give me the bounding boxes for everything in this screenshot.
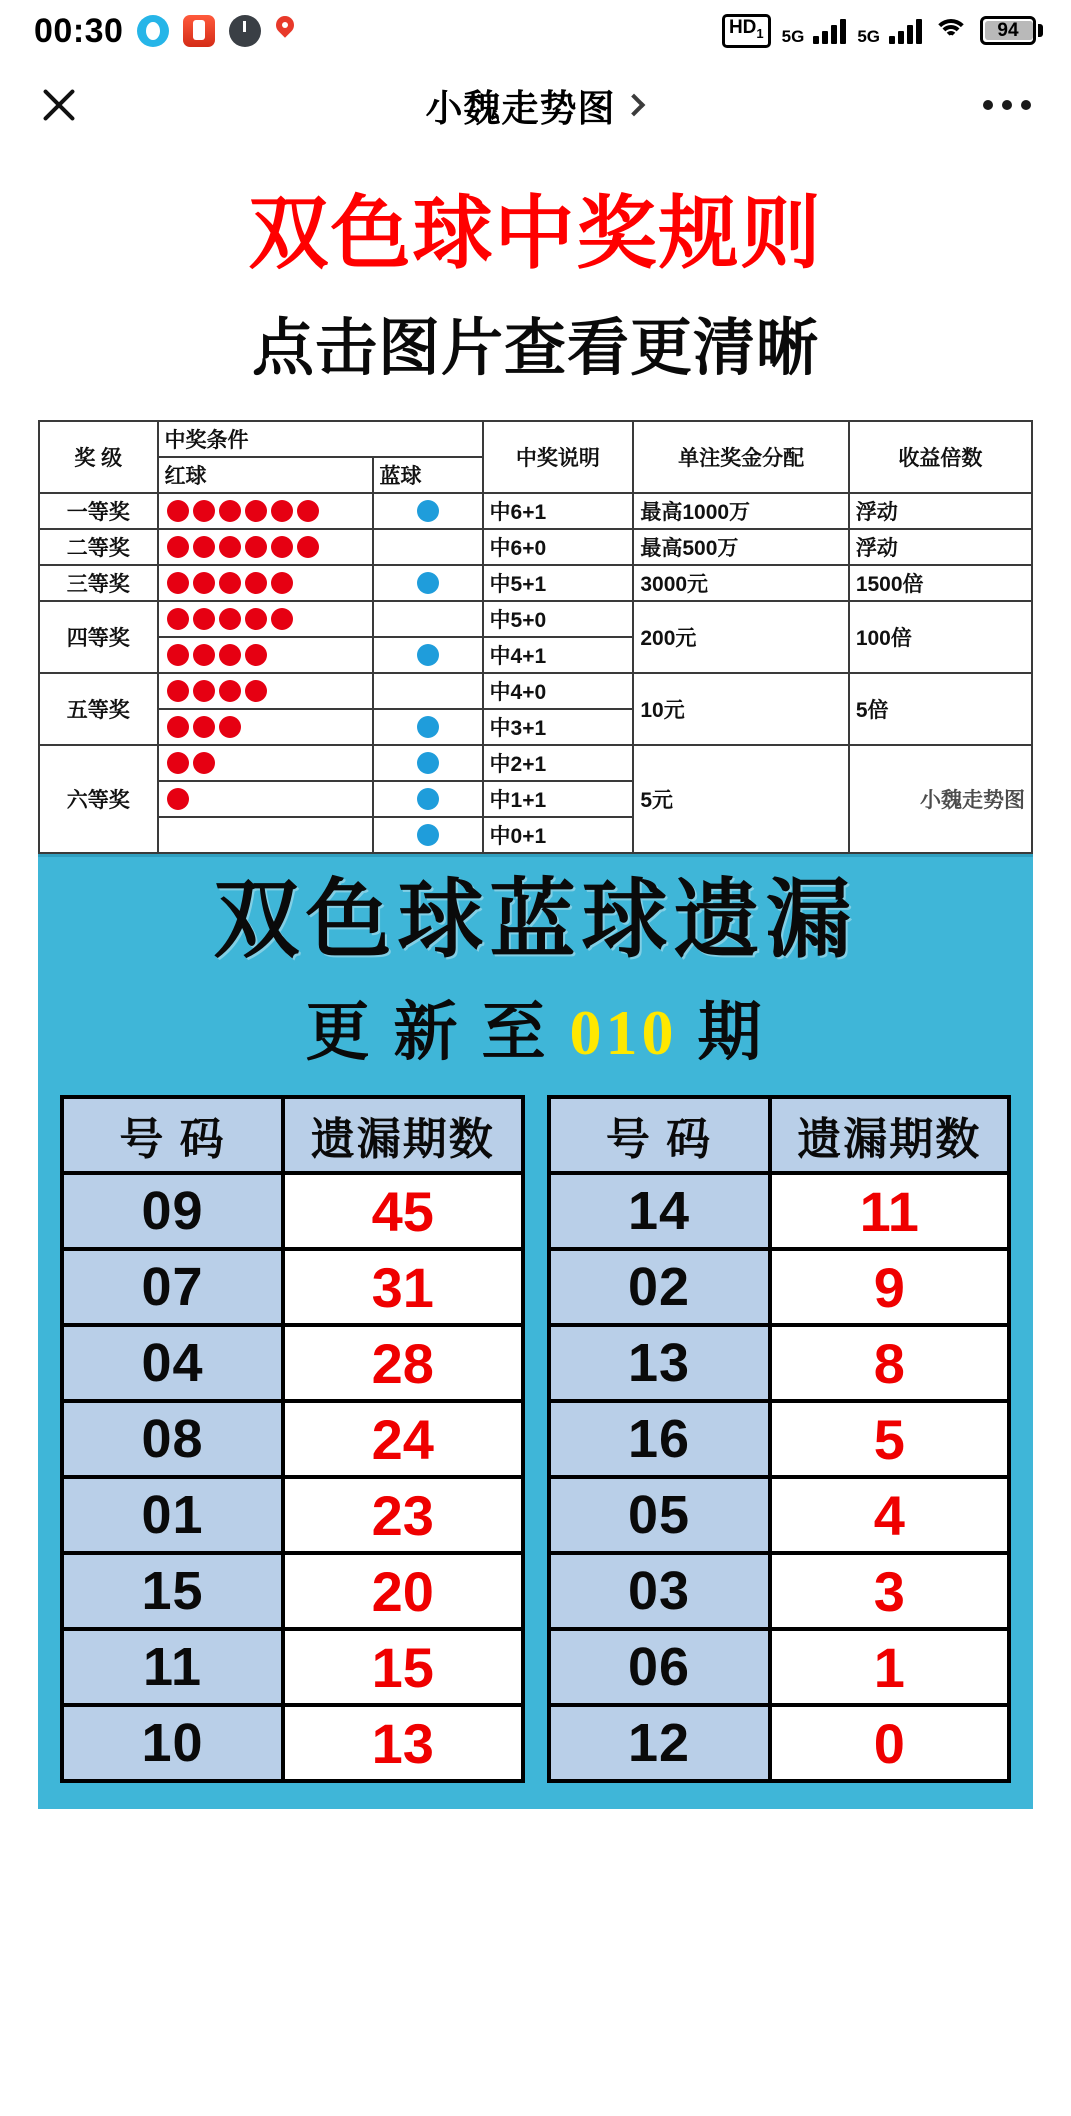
cell-grade: 六等奖 [39, 745, 158, 853]
cell-missing: 3 [770, 1553, 1009, 1629]
cell-missing: 8 [770, 1325, 1009, 1401]
cell-desc: 中6+1 [483, 493, 634, 529]
cell-number: 13 [549, 1325, 770, 1401]
cell-missing: 9 [770, 1249, 1009, 1325]
cell-blue-ball [373, 637, 483, 673]
prize-rules-image[interactable] [38, 420, 1033, 854]
status-bar-left [34, 12, 295, 51]
cell-multiple: 1500倍 [849, 565, 1032, 601]
header-number: 号 码 [549, 1097, 770, 1173]
table-row [62, 1477, 523, 1553]
app-red-icon [183, 15, 215, 47]
cell-amount: 5元 [633, 745, 848, 853]
table-row [549, 1325, 1010, 1401]
cell-number: 09 [62, 1173, 283, 1249]
table-row [549, 1477, 1010, 1553]
table-row [549, 1705, 1010, 1781]
table-header-row [62, 1097, 523, 1173]
table-row [39, 673, 1032, 709]
table-row [549, 1401, 1010, 1477]
cell-desc: 中2+1 [483, 745, 634, 781]
cell-multiple: 浮动 [849, 493, 1032, 529]
hd-icon: $HD_1$ [722, 14, 771, 49]
cell-desc: 中3+1 [483, 709, 634, 745]
cell-amount: 10元 [633, 673, 848, 745]
cell-missing: 1 [770, 1629, 1009, 1705]
watermark: 小魏走势图 [849, 745, 1032, 853]
cell-red-balls [158, 601, 373, 637]
table-row [62, 1401, 523, 1477]
cell-desc: 中1+1 [483, 781, 634, 817]
cell-red-balls [158, 709, 373, 745]
close-icon[interactable] [36, 82, 82, 128]
cell-blue-ball [373, 601, 483, 637]
cell-missing: 4 [770, 1477, 1009, 1553]
table-row [549, 1629, 1010, 1705]
header-multiple: 收益倍数 [849, 421, 1032, 493]
cell-number: 11 [62, 1629, 283, 1705]
status-clock: 00:30 [34, 11, 124, 50]
cell-red-balls [158, 817, 373, 853]
cell-blue-ball [373, 529, 483, 565]
header-red: 红球 [158, 457, 373, 493]
article-content [0, 189, 1071, 854]
cell-multiple: 100倍 [849, 601, 1032, 673]
cell-number: 08 [62, 1401, 283, 1477]
cell-number: 06 [549, 1629, 770, 1705]
headline-black: 点击图片查看更清晰 [251, 314, 819, 383]
header-missing: 遗漏期数 [770, 1097, 1009, 1173]
header-missing: 遗漏期数 [283, 1097, 522, 1173]
cell-missing: 11 [770, 1173, 1009, 1249]
header-condition: 中奖条件 [158, 421, 483, 457]
table-row [39, 601, 1032, 637]
cell-number: 12 [549, 1705, 770, 1781]
missing-table-left [60, 1095, 525, 1783]
cell-red-balls [158, 781, 373, 817]
signal-bars-icon-2 [889, 18, 922, 44]
table-header-row [39, 421, 1032, 457]
cell-blue-ball [373, 565, 483, 601]
cell-grade: 一等奖 [39, 493, 158, 529]
headline-red: 双色球中奖规则 [248, 189, 823, 278]
header-number: 号 码 [62, 1097, 283, 1173]
cell-red-balls [158, 493, 373, 529]
poster-subtitle-prefix: 更 新 至 [305, 997, 550, 1069]
table-row [549, 1553, 1010, 1629]
cell-red-balls [158, 529, 373, 565]
cell-multiple: 浮动 [849, 529, 1032, 565]
cell-amount: 最高1000万 [633, 493, 848, 529]
cell-red-balls [158, 565, 373, 601]
cell-number: 05 [549, 1477, 770, 1553]
cell-blue-ball [373, 817, 483, 853]
location-pin-icon [275, 16, 295, 46]
table-row [549, 1249, 1010, 1325]
status-bar-right [722, 14, 1043, 49]
cell-number: 02 [549, 1249, 770, 1325]
cell-number: 14 [549, 1173, 770, 1249]
cell-number: 07 [62, 1249, 283, 1325]
cell-grade: 五等奖 [39, 673, 158, 745]
table-row [62, 1325, 523, 1401]
missing-tables [60, 1095, 1011, 1783]
header-grade: 奖 级 [39, 421, 158, 493]
table-row [39, 565, 1032, 601]
table-row [549, 1173, 1010, 1249]
page-title-group[interactable] [426, 78, 642, 132]
poster-period: 010 [569, 997, 678, 1069]
cell-missing: 24 [283, 1401, 522, 1477]
cell-missing: 31 [283, 1249, 522, 1325]
signal-bars-icon [813, 18, 846, 44]
wifi-icon [933, 17, 969, 45]
more-options-icon[interactable] [983, 100, 1031, 110]
header-desc: 中奖说明 [483, 421, 634, 493]
prize-rules-table [38, 420, 1033, 854]
cell-missing: 45 [283, 1173, 522, 1249]
cell-grade: 四等奖 [39, 601, 158, 673]
poster-subtitle-suffix: 期 [697, 997, 766, 1069]
cell-desc: 中5+0 [483, 601, 634, 637]
cell-missing: 5 [770, 1401, 1009, 1477]
cell-amount: 最高500万 [633, 529, 848, 565]
chevron-right-icon[interactable] [622, 94, 645, 117]
table-row [62, 1629, 523, 1705]
poster-subtitle [60, 981, 1011, 1073]
cell-grade: 二等奖 [39, 529, 158, 565]
table-row [62, 1705, 523, 1781]
table-row [62, 1249, 523, 1325]
missing-table-right [547, 1095, 1012, 1783]
cell-number: 04 [62, 1325, 283, 1401]
signal-2-icon: 5G [857, 18, 922, 44]
table-row [39, 493, 1032, 529]
table-row [39, 745, 1032, 781]
cell-blue-ball [373, 745, 483, 781]
table-row [39, 529, 1032, 565]
status-bar [0, 0, 1071, 62]
cell-multiple: 5倍 [849, 673, 1032, 745]
cell-number: 03 [549, 1553, 770, 1629]
cell-blue-ball [373, 673, 483, 709]
cell-number: 15 [62, 1553, 283, 1629]
cell-missing: 20 [283, 1553, 522, 1629]
compass-icon [229, 15, 261, 47]
table-row [62, 1553, 523, 1629]
cell-number: 16 [549, 1401, 770, 1477]
table-header-row [549, 1097, 1010, 1173]
page-title: 小魏走势图 [425, 88, 616, 129]
cell-desc: 中0+1 [483, 817, 634, 853]
poster-title: 双色球蓝球遗漏 [213, 872, 858, 968]
cell-blue-ball [373, 781, 483, 817]
cell-desc: 中4+1 [483, 637, 634, 673]
signal-1-icon: 5G [782, 18, 847, 44]
browser-icon [137, 15, 169, 47]
cell-amount: 200元 [633, 601, 848, 673]
cell-red-balls [158, 637, 373, 673]
cell-grade: 三等奖 [39, 565, 158, 601]
cell-missing: 13 [283, 1705, 522, 1781]
cell-red-balls [158, 673, 373, 709]
cell-number: 10 [62, 1705, 283, 1781]
header-amount: 单注奖金分配 [633, 421, 848, 493]
cell-red-balls [158, 745, 373, 781]
cell-number: 01 [62, 1477, 283, 1553]
cell-desc: 中5+1 [483, 565, 634, 601]
battery-icon: 94 [980, 16, 1043, 45]
cell-blue-ball [373, 709, 483, 745]
header-blue: 蓝球 [373, 457, 483, 493]
cell-missing: 0 [770, 1705, 1009, 1781]
cell-missing: 23 [283, 1477, 522, 1553]
nav-bar [0, 62, 1071, 148]
cell-missing: 15 [283, 1629, 522, 1705]
table-row [62, 1173, 523, 1249]
cell-desc: 中4+0 [483, 673, 634, 709]
cell-desc: 中6+0 [483, 529, 634, 565]
cell-missing: 28 [283, 1325, 522, 1401]
cell-amount: 3000元 [633, 565, 848, 601]
blue-ball-missing-poster[interactable] [38, 854, 1033, 1809]
cell-blue-ball [373, 493, 483, 529]
